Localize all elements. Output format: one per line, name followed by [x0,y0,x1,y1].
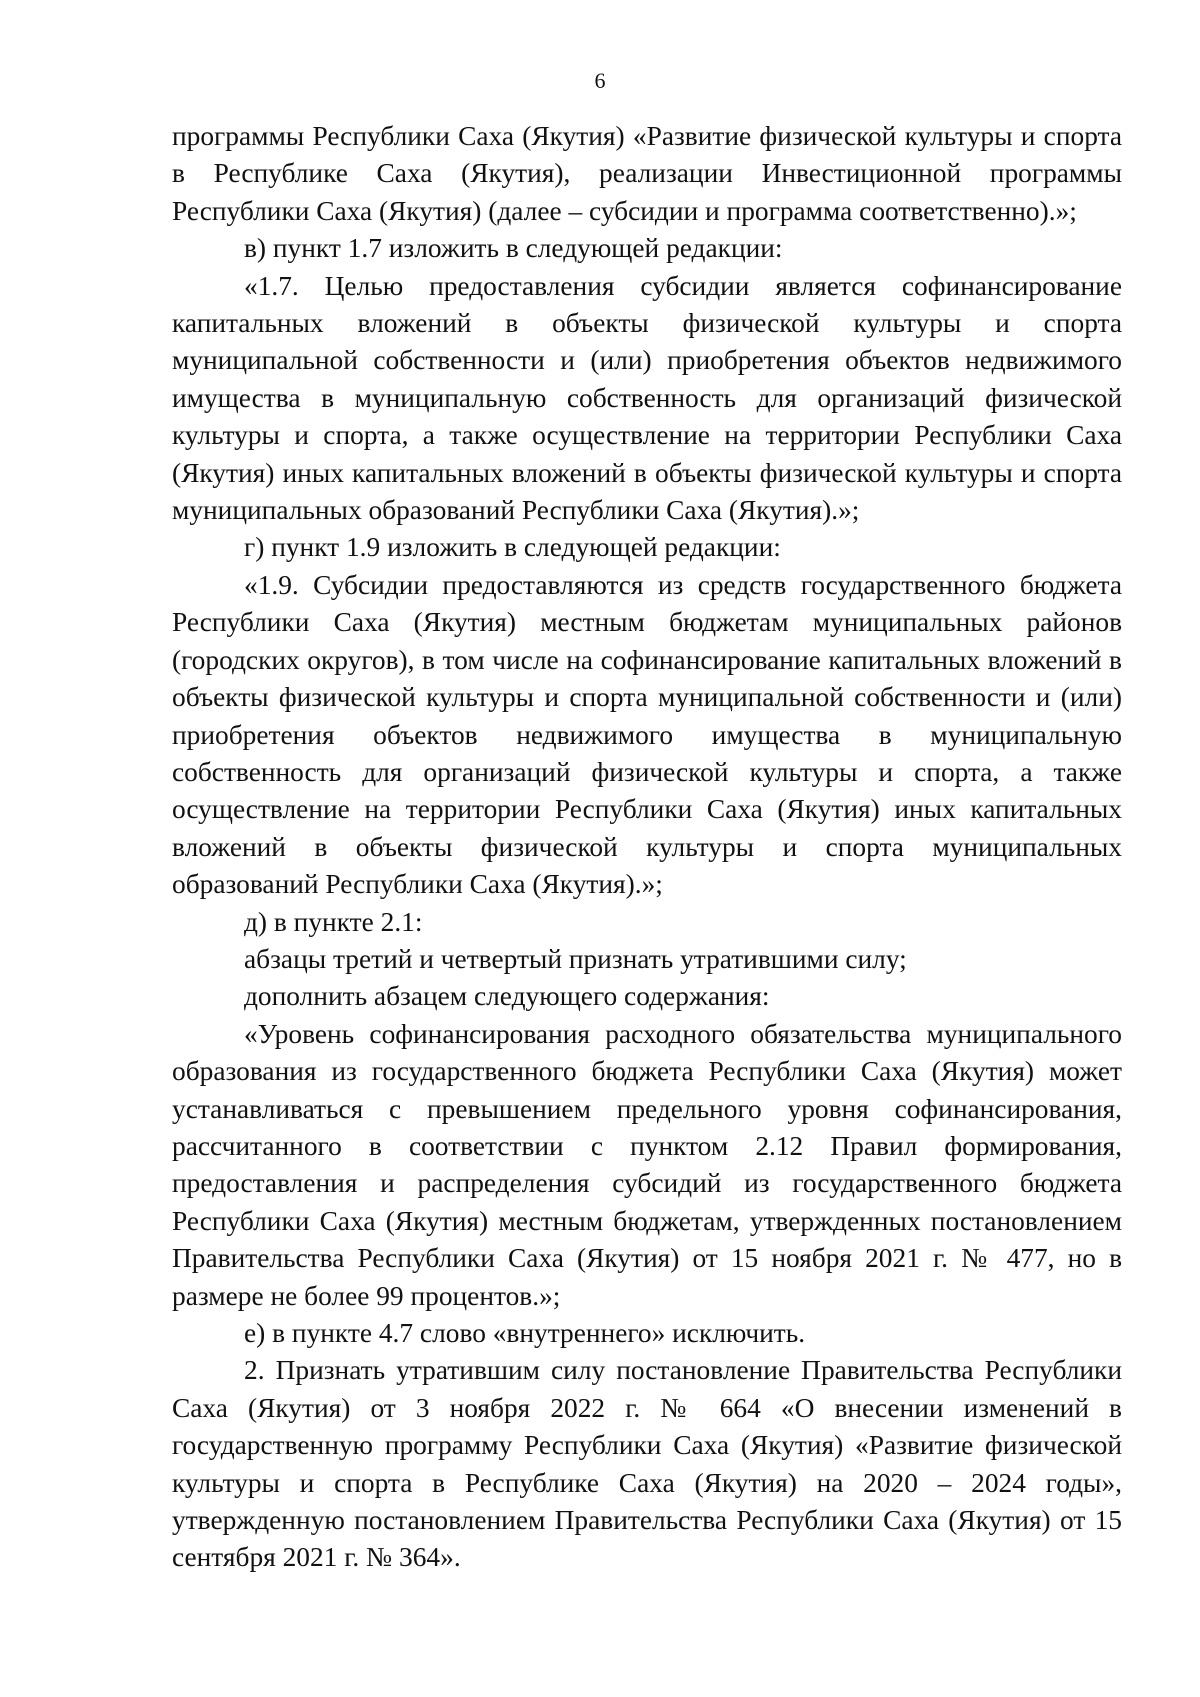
paragraph-quote-cofinancing: «Уровень софинансирования расходного обязательства муниципального образования из государственного бюджета Республики Саха (Якутия) может устанавливаться с превышением предельного уровня софинансирования, рассчитанного в соответствии с пунктом 2.12 Правил формирования, предоставления и распределения субсидий из государственного бюджета Республики Саха (Якутия) местным бюджетам, утвержденных постановлением Правительства Республики Саха (Якутия) от 15 ноября 2021 г. № 477, но в размере не более 99 процентов.»; [172,1018,1122,1311]
page-number: 6 [594,68,606,93]
paragraph-quote-1-9: «1.9. Субсидии предоставляются из средств государственного бюджета Республики Саха (Якутия) местным бюджетам муниципальных районов (городских округов), в том числе на софинансирование капитальных вложений в объекты физической культуры и спорта муниципальной собственности и (или) приобретения объектов недвижимого имущества в муниципальную собственность для организаций физической культуры и спорта, а также осуществление на территории Республики Саха (Якутия) иных капитальных вложений в объекты физической культуры и спорта муниципальных образований Республики Саха (Якутия).»; [172,569,1122,900]
paragraph-quote-1-7: «1.7. Целью предоставления субсидии является софинансирование капитальных вложений в объекты физической культуры и спорта муниципальной собственности и (или) приобретения объектов недвижимого имущества в муниципальную собственность для организаций физической культуры и спорта, а также осуществление на территории Республики Саха (Якутия) иных капитальных вложений в объекты физической культуры и спорта муниципальных образований Республики Саха (Якутия).»; [172,270,1122,526]
paragraph-supplement: дополнить абзацем следующего содержания: [244,981,770,1012]
paragraph-continuation: программы Республики Саха (Якутия) «Развитие физической культуры и спорта в Республике Саха (Якутия), реализации Инвестиционной программы Республики Саха (Якутия) (далее – субсидии и программа соответственно).»; [172,121,1122,226]
paragraph-item-g: г) пункт 1.9 изложить в следующей редакции: [244,532,781,563]
paragraph-point-2: 2. Признать утратившим силу постановление Правительства Республики Саха (Якутия) от 3 ноября 2022 г. № 664 «О внесении изменений в государственную программу Республики Саха (Якутия) «Развитие физической культуры и спорта в Республике Саха (Якутия) на 2020 – 2024 годы», утвержденную постановлением Правительства Республики Саха (Якутия) от 15 сентября 2021 г. № 364». [172,1355,1122,1573]
paragraph-item-e: е) в пункте 4.7 слово «внутреннего» исключить. [244,1318,806,1348]
paragraph-item-d: д) в пункте 2.1: [244,906,423,937]
paragraph-item-v: в) пункт 1.7 изложить в следующей редакции: [244,233,783,264]
document-body [172,118,1122,1577]
paragraph-repeal-subparagraphs: абзацы третий и четвертый признать утратившими силу; [244,943,907,974]
